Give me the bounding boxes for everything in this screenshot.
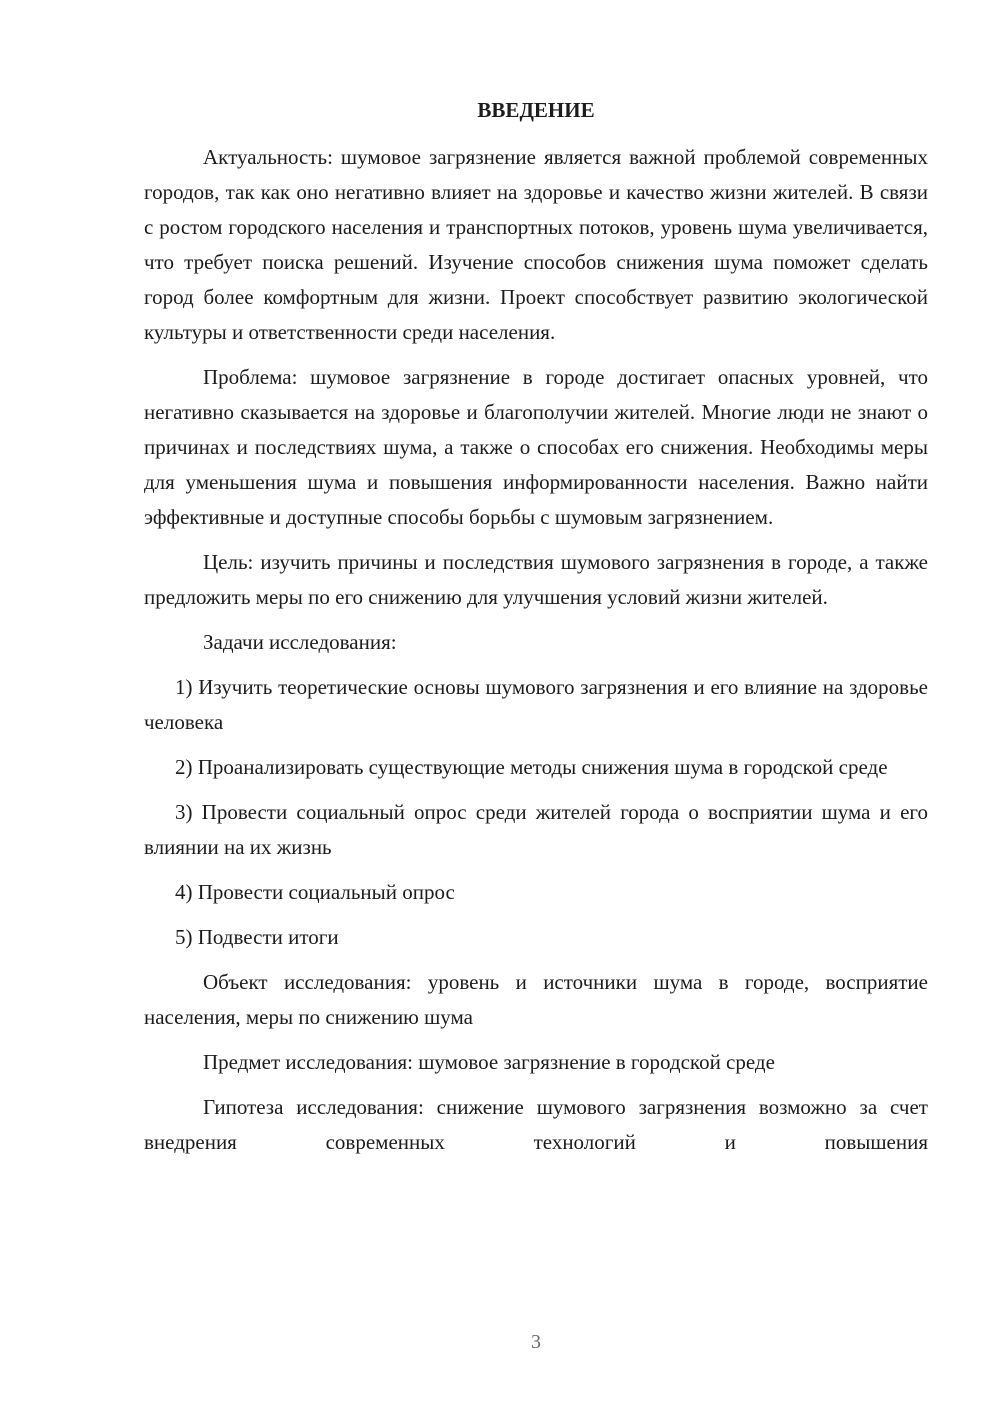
hypothesis-paragraph: Гипотеза исследования: снижение шумового загрязнения возможно за счет внедрения современных технологий и повышения bbox=[144, 1095, 928, 1154]
relevance-paragraph: Актуальность: шумовое загрязнение является важной проблемой современных городов, так как оно негативно влияет на здоровье и качество жизни жителей. В связи с ростом городского населения и транспортных потоков, уровень шума увеличивается, что требует поиска решений. Изучение способов снижения шума поможет сделать город более комфортным для жизни. Проект способствует развитию экологической культуры и ответственности среди населения. bbox=[144, 145, 928, 344]
list-item: 1) Изучить теоретические основы шумового загрязнения и его влияние на здоровье человека bbox=[144, 675, 928, 734]
problem-paragraph: Проблема: шумовое загрязнение в городе достигает опасных уровней, что негативно сказывается на здоровье и благополучии жителей. Многие люди не знают о причинах и последствиях шума, а также о способах его снижения. Необходимы меры для уменьшения шума и повышения информированности населения. Важно найти эффективные и доступные способы борьбы с шумовым загрязнением. bbox=[144, 365, 928, 529]
tasks-list bbox=[144, 670, 928, 955]
list-item: 5) Подвести итоги bbox=[175, 925, 339, 949]
page-content bbox=[144, 93, 928, 1160]
research-subject-paragraph: Предмет исследования: шумовое загрязнение в городской среде bbox=[203, 1050, 775, 1074]
page-title: ВВЕДЕНИЕ bbox=[477, 98, 595, 122]
page-number: 3 bbox=[531, 1331, 541, 1353]
research-object-paragraph: Объект исследования: уровень и источники шума в городе, восприятие населения, меры по снижению шума bbox=[144, 970, 928, 1029]
list-item: 4) Провести социальный опрос bbox=[175, 880, 455, 904]
tasks-heading: Задачи исследования: bbox=[203, 630, 397, 654]
goal-paragraph: Цель: изучить причины и последствия шумового загрязнения в городе, а также предложить меры по его снижению для улучшения условий жизни жителей. bbox=[144, 550, 928, 609]
list-item: 3) Провести социальный опрос среди жителей города о восприятии шума и его влиянии на их жизнь bbox=[144, 800, 928, 859]
list-item: 2) Проанализировать существующие методы снижения шума в городской среде bbox=[175, 755, 888, 779]
